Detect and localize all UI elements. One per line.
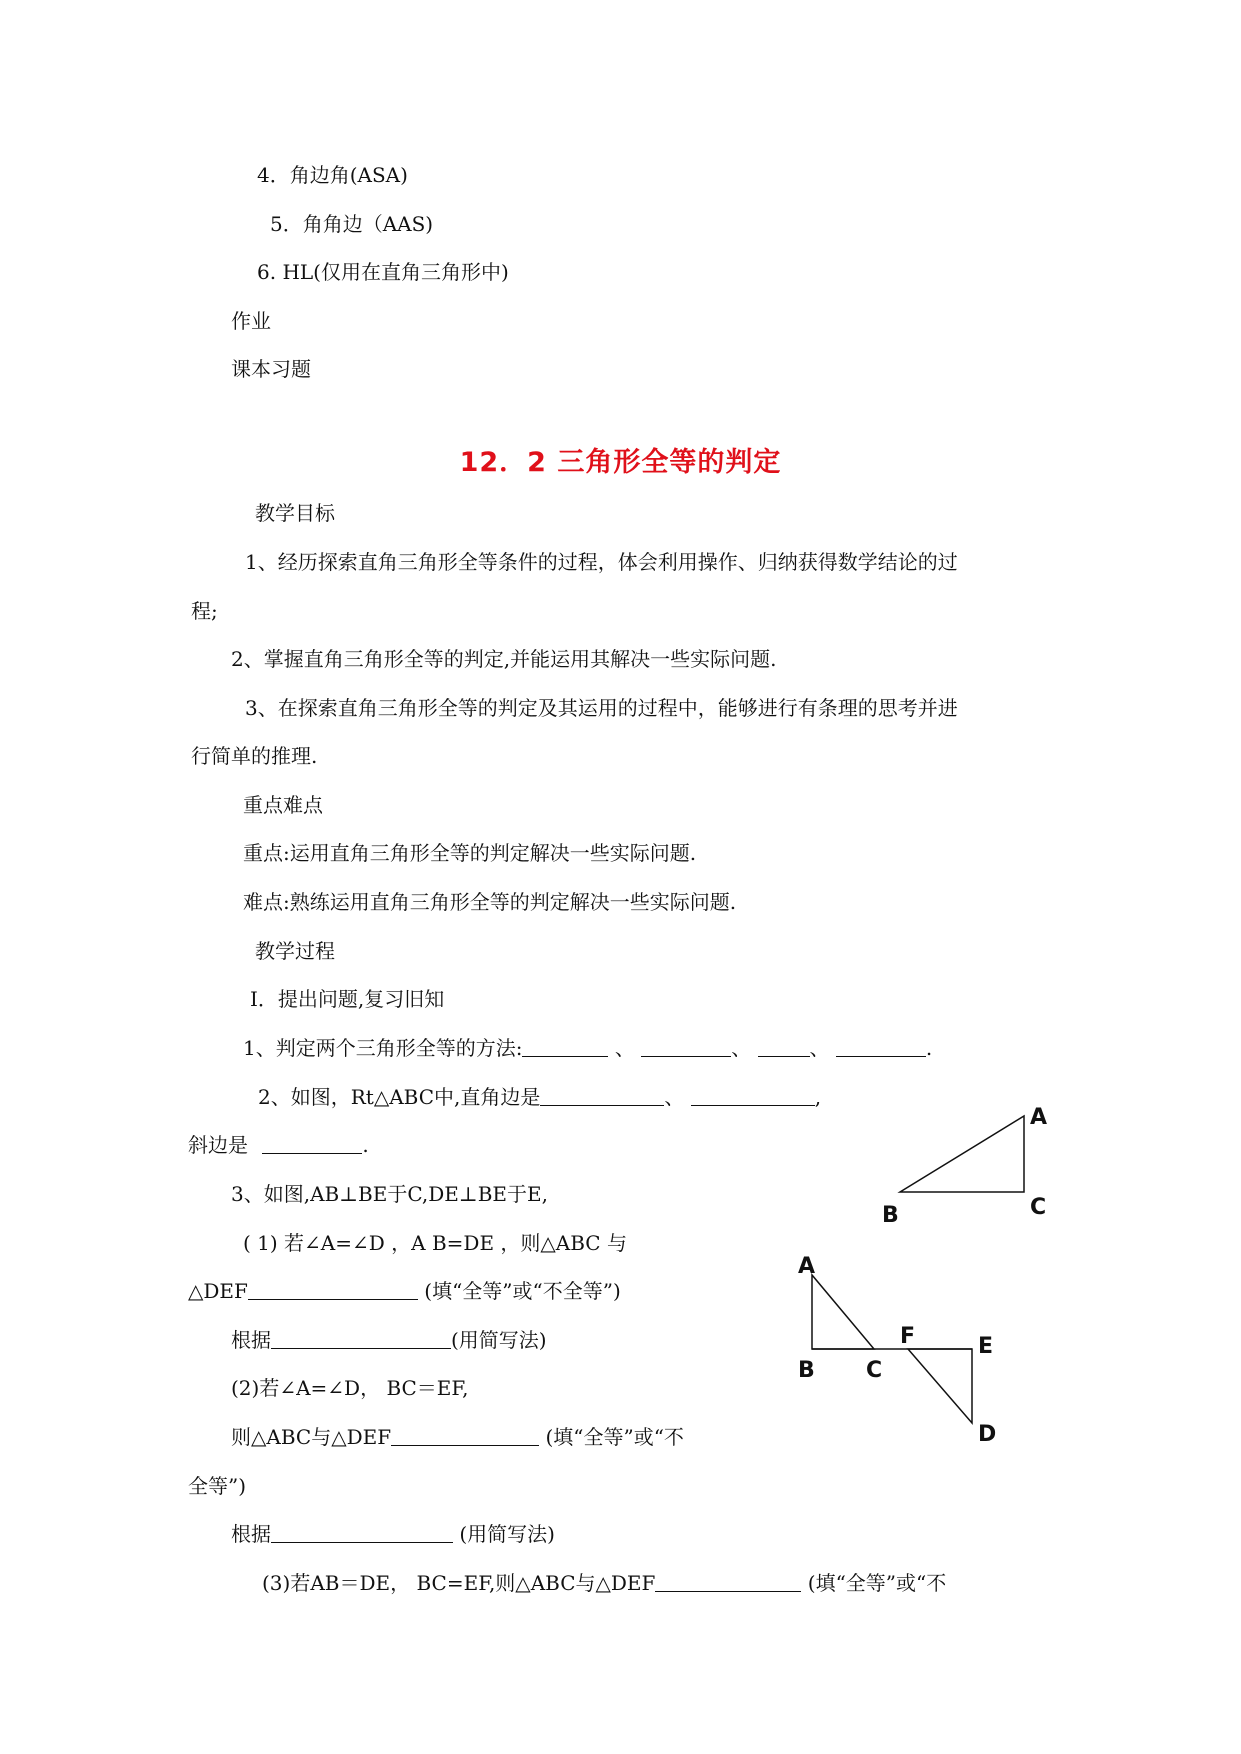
item-asa: 4．角边角(ASA) [257,163,408,187]
process-heading: 教学过程 [255,939,335,963]
process-part1: Ⅰ．提出问题,复习旧知 [250,987,445,1011]
period: . [362,1133,369,1157]
basis-2 [231,1521,555,1547]
label-c: C [1030,1195,1047,1220]
question-2-text: 2、如图，Rt△ABC中,直角边是 [258,1085,541,1109]
basis-label: 根据 [231,1522,271,1546]
separator: 、 [664,1085,685,1109]
objective-3-line1: 3、在探索直角三角形全等的判定及其运用的过程中，能够进行有条理的思考并进 [245,696,958,720]
key-points-heading: 重点难点 [243,793,323,817]
answer-blank-5[interactable] [540,1085,664,1106]
triangle-def: △DEF [188,1279,248,1303]
answer-blank-6[interactable] [691,1085,815,1106]
label-a: A [1030,1105,1048,1130]
objective-1-line1: 1、经历探索直角三角形全等条件的过程，体会利用操作、归纳获得数学结论的过 [245,550,958,574]
question-2 [258,1084,821,1110]
basis-note: (用简写法) [459,1522,555,1546]
figure-right-triangle [870,1100,1060,1230]
triangle-abc-outline [900,1116,1024,1192]
answer-blank-7[interactable] [262,1133,362,1154]
triangle-abc-outline [812,1275,874,1349]
key-point-difficulty: 难点:熟练运用直角三角形全等的判定解决一些实际问题. [243,890,737,914]
answer-blank-1[interactable] [522,1036,608,1057]
label-f: F [900,1324,916,1349]
answer-blank-3[interactable] [758,1036,810,1057]
hypotenuse-label: 斜边是 [188,1133,248,1157]
question-3-1-line2 [188,1278,621,1304]
comma: , [814,1085,822,1109]
fill-hint: (填“全等”或“不全等”) [424,1279,621,1303]
question-2-line2 [188,1132,369,1158]
question-1 [243,1035,932,1061]
question-3-2-line1: (2)若∠A=∠D， BC＝EF, [231,1376,469,1400]
basis-1 [231,1327,547,1353]
question-1-text: 1、判定两个三角形全等的方法: [243,1036,523,1060]
separator: 、 [614,1036,635,1060]
homework-content: 课本习题 [231,357,311,381]
triangle-fed-outline [908,1349,972,1423]
answer-blank-12[interactable] [655,1571,801,1592]
triangle-compare: 则△ABC与△DEF [231,1425,392,1449]
key-point-focus: 重点:运用直角三角形全等的判定解决一些实际问题. [243,841,697,865]
homework-heading: 作业 [231,309,271,333]
figure-two-triangles [780,1245,1010,1450]
answer-blank-9[interactable] [271,1328,451,1349]
fill-hint: (填“全等”或“不 [807,1571,947,1595]
item-aas: 5．角角边（AAS) [270,212,434,236]
triangle-compare: (3)若AB＝DE， BC=EF,则△ABC与△DEF [262,1571,656,1595]
question-3-1-line1: ( 1) 若∠A=∠D ，A B=DE ，则△ABC 与 [243,1231,627,1255]
label-c: C [866,1358,883,1383]
separator: 、 [809,1036,830,1060]
objectives-heading: 教学目标 [255,501,335,525]
answer-blank-2[interactable] [641,1036,731,1057]
basis-note: (用简写法) [451,1328,547,1352]
question-3: 3、如图,AB⊥BE于C,DE⊥BE于E, [231,1182,548,1206]
item-hl: 6. HL(仅用在直角三角形中) [257,260,509,284]
label-b: B [798,1358,815,1383]
period: . [925,1036,933,1060]
separator: 、 [731,1036,752,1060]
label-d: D [978,1422,997,1447]
objective-3-line2: 行简单的推理. [191,744,318,768]
answer-blank-4[interactable] [836,1036,926,1057]
section-title: 12．2 三角形全等的判定 [459,447,782,478]
question-3-2-line3: 全等”) [188,1474,247,1498]
basis-label: 根据 [231,1328,271,1352]
label-a: A [798,1254,816,1279]
objective-1-line2: 程; [191,599,218,623]
question-3-2-line2 [231,1424,684,1450]
answer-blank-8[interactable] [248,1279,418,1300]
label-e: E [978,1334,994,1359]
fill-hint: (填“全等”或“不 [545,1425,684,1449]
answer-blank-10[interactable] [391,1425,539,1446]
answer-blank-11[interactable] [271,1522,453,1543]
label-b: B [882,1203,899,1228]
question-3-3-line1 [262,1570,946,1596]
objective-2: 2、掌握直角三角形全等的判定,并能运用其解决一些实际问题. [231,647,777,671]
